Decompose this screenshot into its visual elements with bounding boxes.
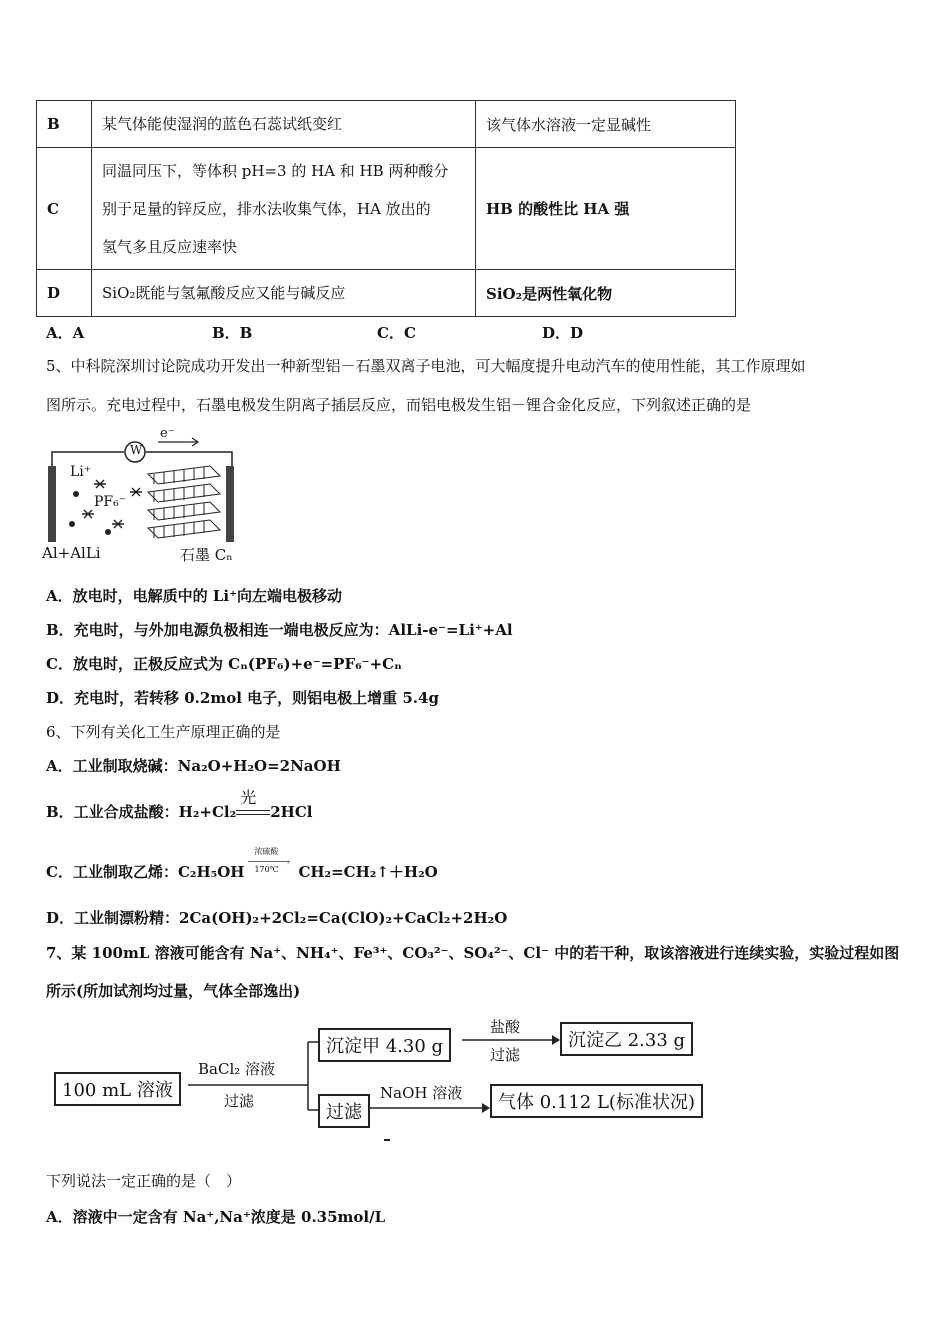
condition-bottom-label: 170℃: [254, 865, 279, 874]
filter1-label: 过滤: [224, 1092, 255, 1110]
q7-stem-line2: 所示(所加试剂均过量，气体全部逸出): [46, 982, 301, 1000]
q5-option-a: A．放电时，电解质中的 Li⁺向左端电极移动: [46, 587, 343, 605]
q7-question: 下列说法一定正确的是（ ）: [46, 1172, 242, 1190]
reagent-hcl-label: 盐酸: [490, 1018, 521, 1036]
q6-c-products: CH₂=CH₂↑＋H₂O: [298, 863, 438, 881]
right-electrode-label: 石墨 Cₙ: [180, 546, 233, 564]
q5-option-c: C．放电时，正极反应式为 Cₙ(PF₆)+e⁻=PF₆⁻+Cₙ: [46, 655, 402, 673]
light-condition-label: 光: [240, 788, 257, 807]
precipitate-b-box: 沉淀乙 2.33 g: [560, 1022, 693, 1056]
q7-option-a: A．溶液中一定含有 Na⁺,Na⁺浓度是 0.35mol/L: [46, 1208, 386, 1226]
gas-box: 气体 0.112 L(标准状况): [490, 1084, 703, 1118]
q6-b-reactants: B．工业合成盐酸：H₂+Cl₂: [46, 803, 237, 821]
q6-option-b: [46, 788, 313, 822]
q4-option-b: B．B: [212, 324, 253, 342]
li-ion-label: Li⁺: [70, 464, 92, 480]
sulfuric-condition-arrow: 浓硫酸 › 170℃: [248, 865, 294, 881]
meter-label: W: [130, 443, 143, 457]
q6-b-product: 2HCl: [270, 803, 313, 821]
reagent-naoh-label: NaOH 溶液: [380, 1084, 463, 1102]
q5-option-d: D．充电时，若转移 0.2mol 电子，则铝电极上增重 5.4g: [46, 689, 439, 707]
table-row: [37, 148, 736, 270]
filtrate-box: 过滤: [318, 1094, 370, 1128]
table-row: [37, 270, 736, 317]
row-label: D: [37, 270, 92, 317]
row-conclusion: 该气体水溶液一定显碱性: [476, 101, 736, 148]
q6-stem: 6、下列有关化工生产原理正确的是: [46, 723, 281, 741]
table-row: [37, 101, 736, 148]
row-label: B: [37, 101, 92, 148]
q6-c-reactant: C．工业制取乙烯：C₂H₅OH: [46, 863, 245, 881]
q4-option-a: A．A: [46, 324, 85, 342]
reagent-bacl2-label: BaCl₂ 溶液: [198, 1060, 276, 1078]
q5-stem-line2: 图所示。充电过程中，石墨电极发生阴离子插层反应，而铝电极发生铝－锂合金化反应，下列叙述正确的是: [46, 396, 752, 414]
left-electrode-label: Al+AlLi: [42, 544, 101, 562]
condition-top-label: 浓硫酸: [254, 847, 279, 856]
q7-stem-line1: 7、某 100mL 溶液可能含有 Na⁺、NH₄⁺、Fe³⁺、CO₃²⁻、SO₄²⁻、Cl⁻ 中的若干种，取该溶液进行连续实验，实验过程如图: [46, 944, 900, 962]
electron-label: e⁻: [160, 426, 175, 441]
battery-diagram: [40, 426, 250, 568]
row-label: C: [37, 148, 92, 270]
condition-line: 氢气多且反应速率快: [102, 237, 238, 256]
pf6-ion-label: PF₆⁻: [94, 494, 127, 510]
q6-option-c: [46, 847, 438, 882]
q4-option-d: D．D: [542, 324, 584, 342]
q5-stem-line1: 5、中科院深圳讨论院成功开发出一种新型铝－石墨双离子电池，可大幅度提升电动汽车的使用性能，其工作原理如: [46, 357, 806, 375]
row-condition: SiO₂既能与氢氟酸反应又能与碱反应: [92, 270, 476, 317]
q6-option-d: D．工业制漂粉精：2Ca(OH)₂+2Cl₂=Ca(ClO)₂+CaCl₂+2H₂O: [46, 909, 508, 927]
q6-option-a: A．工业制取烧碱：Na₂O+H₂O=2NaOH: [46, 757, 341, 775]
filter2-label: 过滤: [490, 1046, 521, 1064]
answer-table: [36, 100, 736, 317]
q5-option-b: B．充电时，与外加电源负极相连一端电极反应为：AlLi-e⁻=Li⁺+Al: [46, 621, 513, 639]
experiment-flowchart: [44, 1012, 744, 1147]
condition-line: 同温同压下，等体积 pH=3 的 HA 和 HB 两种酸分: [102, 161, 449, 180]
start-solution-box: 100 mL 溶液: [54, 1072, 181, 1106]
light-condition-arrow: [236, 788, 270, 821]
condition-line: 别于足量的锌反应，排水法收集气体，HA 放出的: [102, 199, 431, 218]
row-condition: [92, 148, 476, 270]
row-conclusion: SiO₂是两性氧化物: [476, 270, 736, 317]
precipitate-a-box: 沉淀甲 4.30 g: [318, 1028, 451, 1062]
row-condition: 某气体能使湿润的蓝色石蕊试纸变红: [92, 101, 476, 148]
row-conclusion: HB 的酸性比 HA 强: [476, 148, 736, 270]
q4-option-c: C．C: [377, 324, 416, 342]
